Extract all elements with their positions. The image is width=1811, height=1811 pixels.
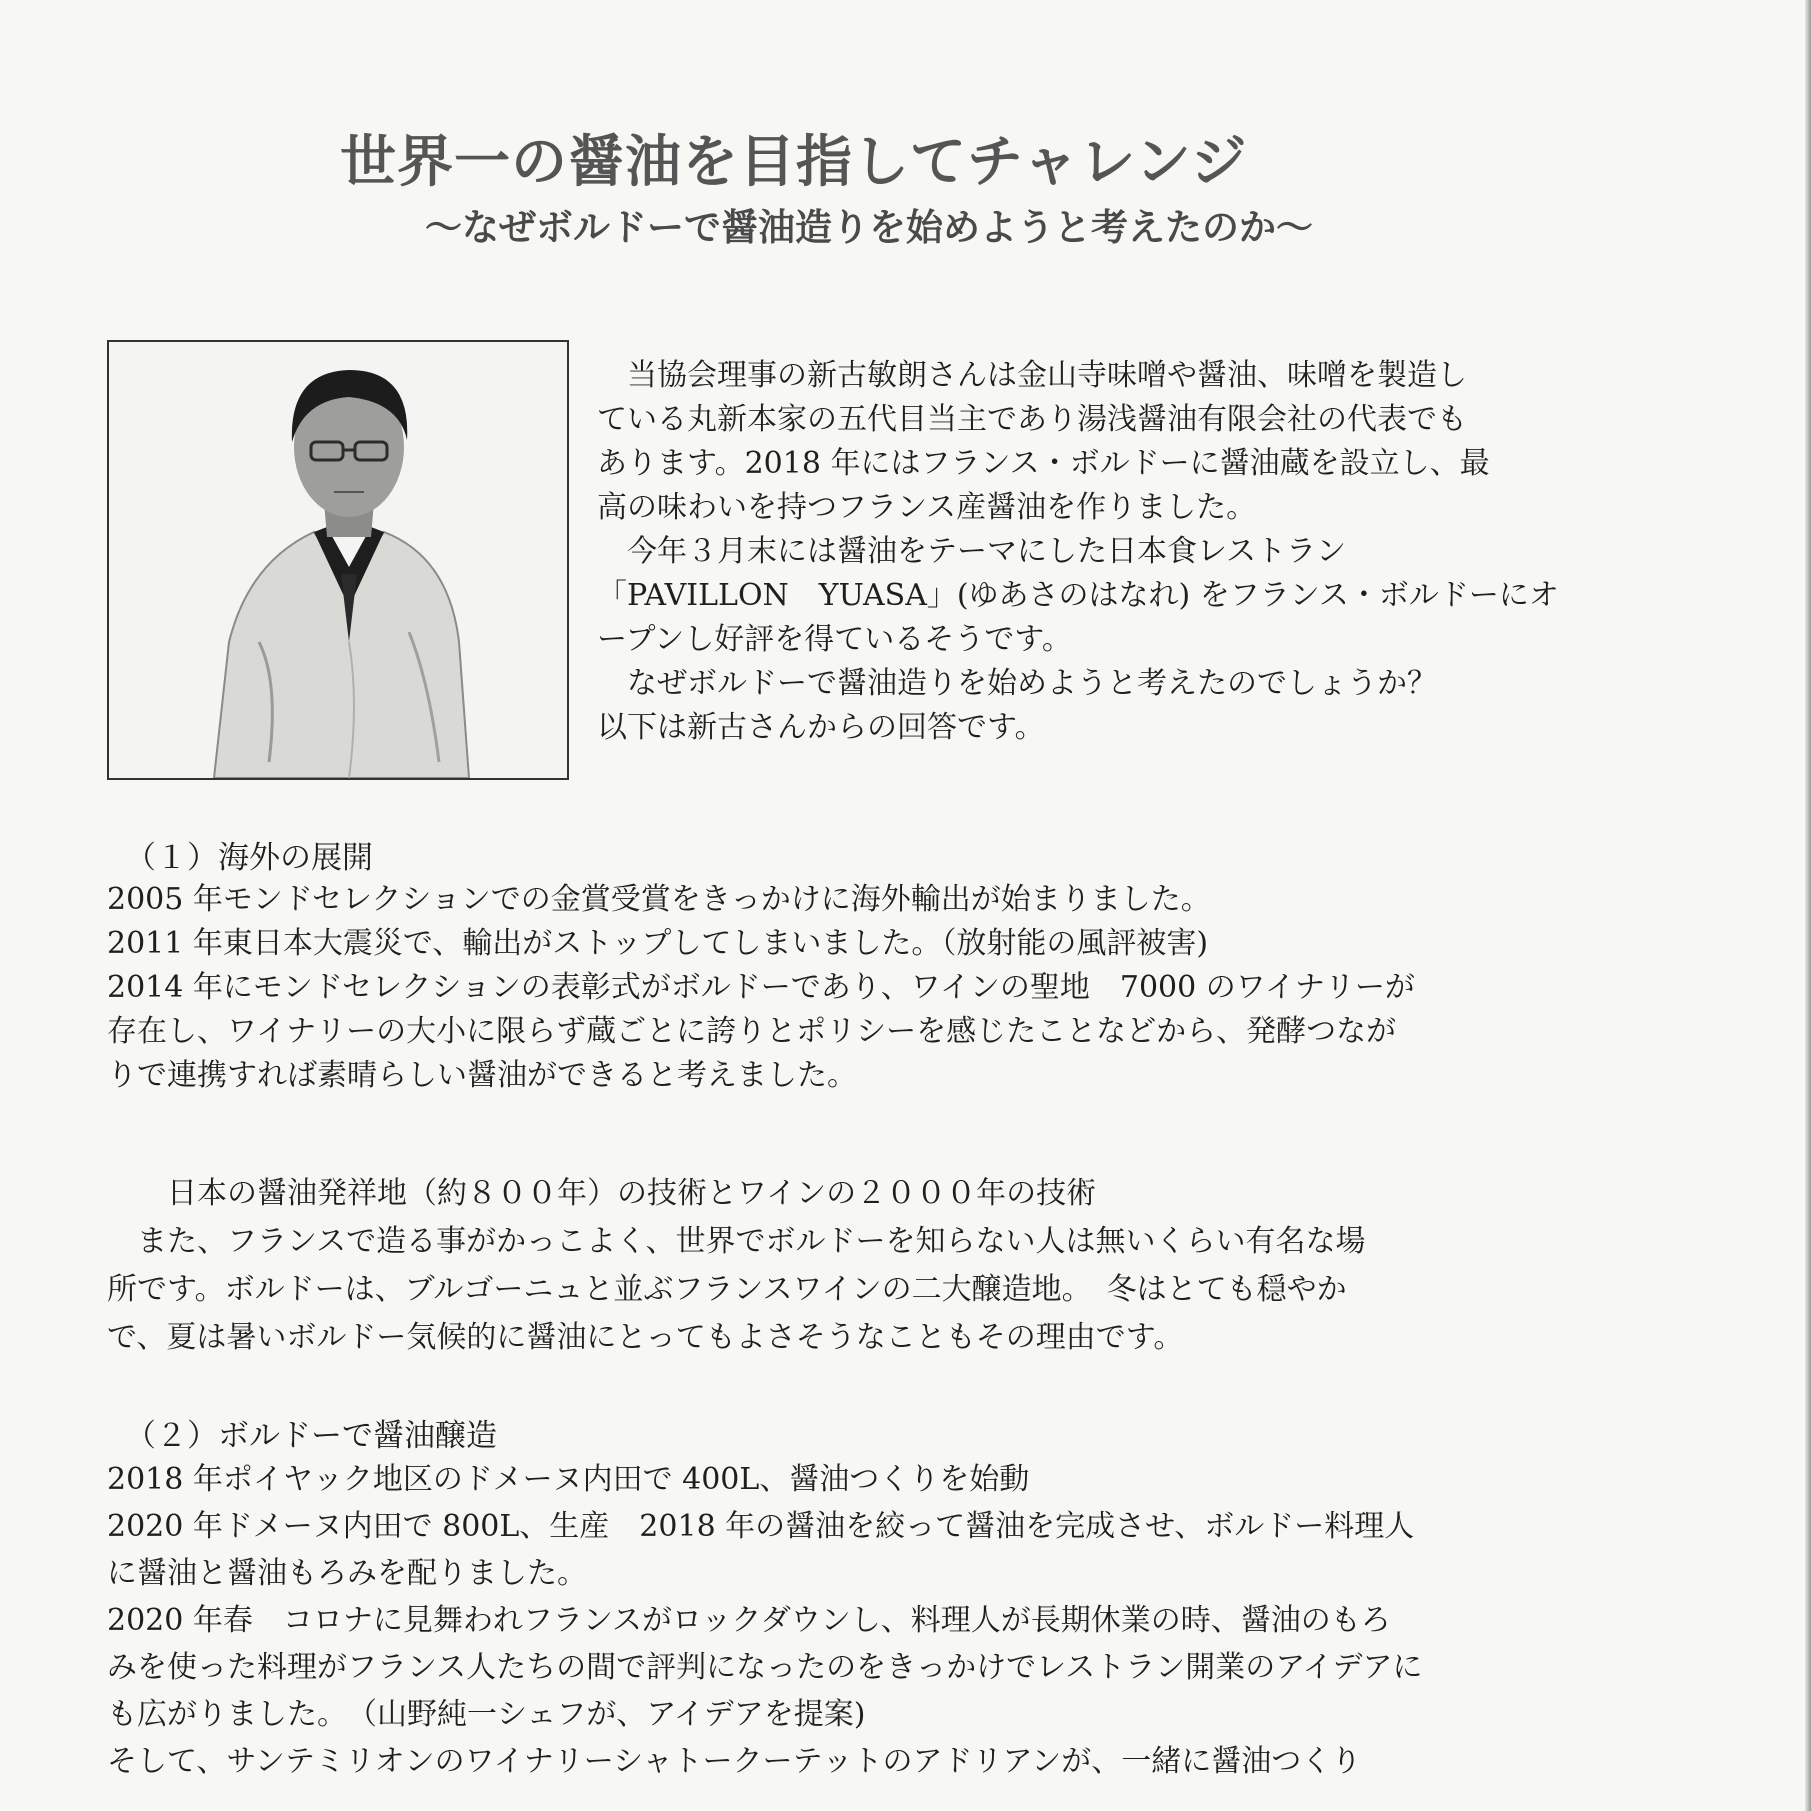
intro-line: あります。2018 年にはフランス・ボルドーに醤油蔵を設立し、最 [597,446,1490,481]
section-2-line: 2020 年ドメーヌ内田で 800L、生産 2018 年の醤油を絞って醤油を完成させ、ボルドー料理人 [107,1509,1415,1544]
section-1-line: 2011 年東日本大震災で、輸出がストップしてしまいました。（放射能の風評被害) [107,926,1209,961]
portrait-photo [107,340,569,780]
section-1-heading: （１）海外の展開 [125,840,373,876]
section-2-line: 2020 年春 コロナに見舞われフランスがロックダウンし、料理人が長期休業の時、醤油のもろ [107,1603,1391,1638]
section-2-paragraph [107,1456,1667,1785]
section-2-line: も広がりました。 （山野純一シェフが、アイデアを提案) [107,1697,866,1732]
page-title: 世界一の醤油を目指してチャレンジ [340,130,1248,195]
intro-paragraphs [597,354,1657,750]
section-1-line: 存在し、ワイナリーの大小に限らず蔵ごとに誇りとポリシーを感じたことなどから、発酵つなが [107,1014,1397,1049]
section-2-heading: （２）ボルドーで醤油醸造 [125,1418,497,1454]
section-1-paragraph-2 [107,1170,1667,1362]
section-1-line: で、夏は暑いボルドー気候的に醤油にとってもよさそうなこともその理由です。 [107,1320,1184,1355]
intro-line: 当協会理事の新古敏朗さんは金山寺味噌や醤油、味噌を製造し [597,358,1467,393]
intro-line: ている丸新本家の五代目当主であり湯浅醤油有限会社の代表でも [597,402,1467,437]
intro-line: 以下は新古さんからの回答です。 [597,710,1045,745]
intro-line: ープンし好評を得ているそうです。 [597,622,1072,657]
section-2-line: に醤油と醤油もろみを配りました。 [107,1556,587,1591]
section-1-line: 所です。ボルドーは、ブルゴーニュと並ぶフランスワインの二大醸造地。 冬はとても穏やか [107,1272,1347,1307]
section-1-line: 2005 年モンドセレクションでの金賞受賞をきっかけに海外輸出が始まりました。 [107,882,1211,917]
section-2-line: みを使った料理がフランス人たちの間で評判になったのをきっかけでレストラン開業のアイデアに [107,1650,1423,1685]
section-2-line: 2018 年ポイヤック地区のドメーヌ内田で 400L、醤油つくりを始動 [107,1462,1030,1497]
intro-line: 「PAVILLON YUASA」(ゆあさのはなれ) をフランス・ボルドーにオ [597,578,1559,613]
page-subtitle: ～なぜボルドーで醤油造りを始めようと考えたのか～ [425,206,1313,249]
section-1-line: 日本の醤油発祥地（約８００年）の技術とワインの２０００年の技術 [107,1176,1097,1211]
section-1-paragraph-1 [107,878,1667,1098]
section-2-line: そして、サンテミリオンのワイナリーシャトークーテットのアドリアンが、一緒に醤油つくり [107,1744,1362,1779]
section-1-line: 2014 年にモンドセレクションの表彰式がボルドーであり、ワインの聖地 7000 のワイナリーが [107,970,1415,1005]
intro-line: 今年３月末には醤油をテーマにした日本食レストラン [597,534,1347,569]
intro-line: 高の味わいを持つフランス産醤油を作りました。 [597,490,1257,525]
section-1-line: りで連携すれば素晴らしい醤油ができると考えました。 [107,1058,857,1093]
scan-edge [1805,0,1811,1811]
section-1-line: また、フランスで造る事がかっこよく、世界でボルドーを知らない人は無いくらい有名な場 [107,1224,1366,1259]
intro-line: なぜボルドーで醤油造りを始めようと考えたのでしょうか？ [597,666,1437,701]
